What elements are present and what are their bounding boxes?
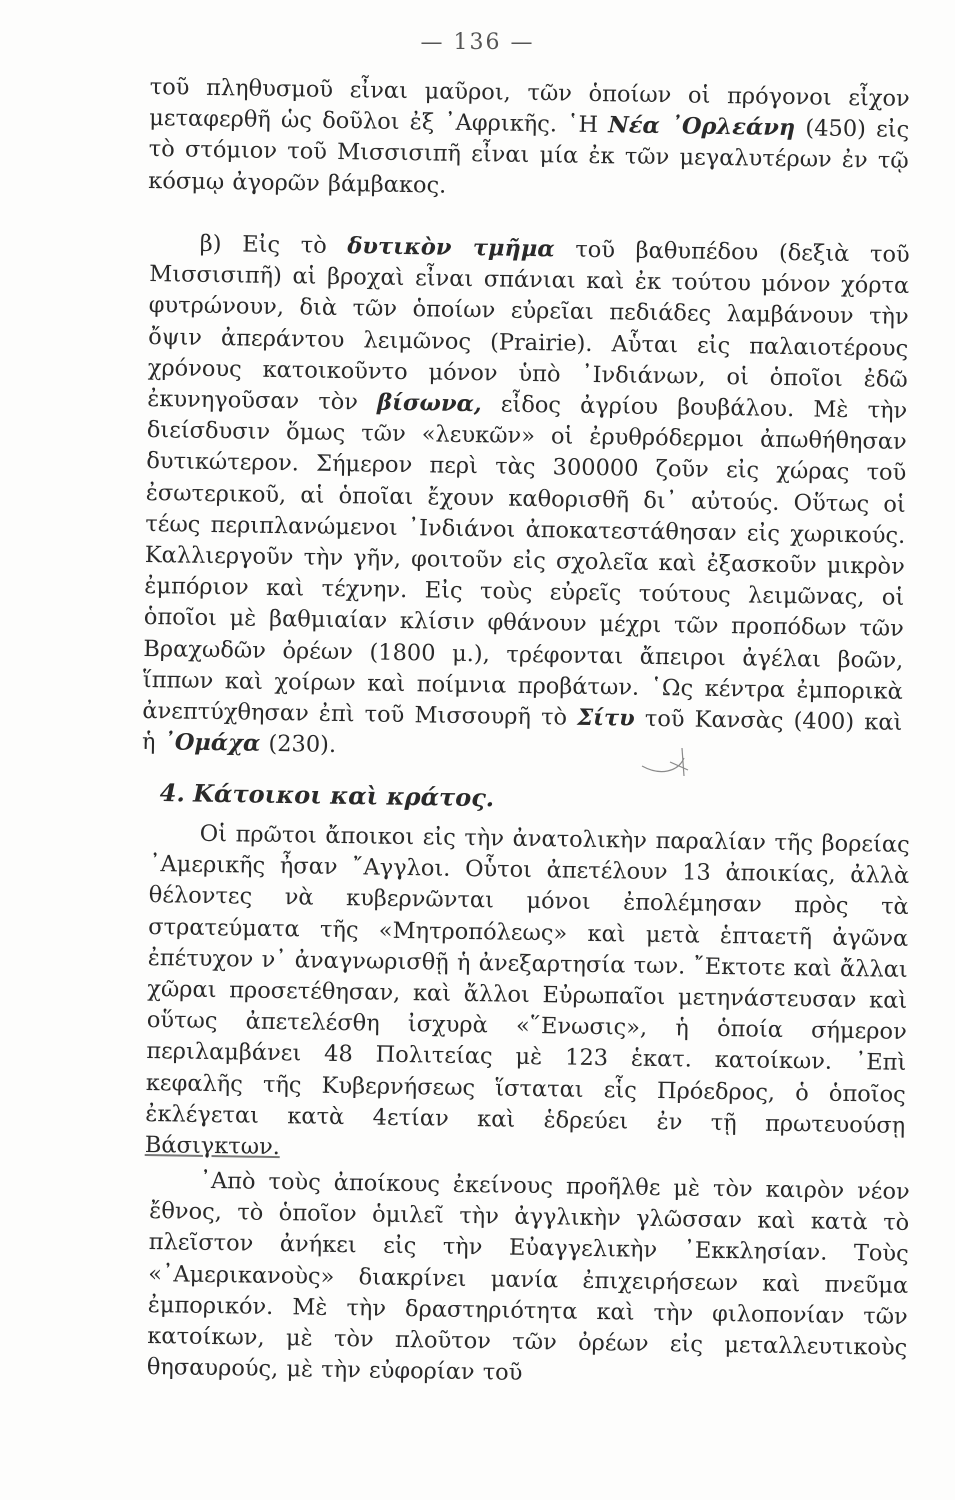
underlined-washington: Βάσιγκτων.	[144, 1131, 281, 1161]
paragraph-first-settlers	[145, 818, 910, 1173]
paragraph-black-population	[148, 72, 910, 209]
paragraph-text: εἶδος ἀγρίου βουβάλου. Μὲ τὴν διείσδυσιν ὅμως τῶν «λευκῶν» οἱ ἐρυθρόδερμοι ἀπωθήθησαν δυτικώτερον. Σήμερον περὶ τὰς 300000 ζοῦν εἰς χώρας τοῦ ἐσωτερικοῦ, αἱ ὁποῖαι ἔχουν καθορισθῆ δι᾿ αὐτούς. Οὕτως οἱ τέως περιπλανώμενοι ᾿Ινδιάνοι ἀποκατεστάθησαν εἰς χωρικούς. Καλλιεργοῦν τὴν γῆν, φοιτοῦν εἰς σχολεῖα καὶ ἐξασκοῦν μικρὸν ἐμπόριον καὶ τέχνην. Εἰς τοὺς εὐρεῖς τούτους λειμῶνας, οἱ ὁποῖοι μὲ βαθμιαίαν κλίσιν φθάνουν μέχρι τῶν προπόδων τῶν Βραχωδῶν ὀρέων (1800 μ.), τρέφονται ἄπειροι ἀγέλαι βοῶν, ἵππων καὶ χοίρων καὶ ποίμνια προβάτων. ῾Ως κέντρα ἐμπορικὰ ἀνεπτύχθησαν ἐπὶ τοῦ Μισσουρῆ τὸ	[142, 391, 908, 731]
paragraph-text: (450) εἰς τὸ στόμιον τοῦ Μισσισιπῆ εἶναι μία ἐκ τῶν μεγαλυτέρων ἐν τῷ κόσμῳ ἀγορῶν βάμβακος.	[148, 115, 910, 199]
section-heading: 4. Κάτοικοι καὶ κράτος.	[159, 778, 495, 813]
paragraph-western-part	[142, 228, 910, 770]
paragraph-text: (230).	[260, 731, 337, 759]
page-number: — 136 —	[420, 30, 535, 55]
paragraph-text: τοῦ Κανσὰς (400) καὶ ἡ	[141, 705, 903, 756]
paragraph-new-nation	[147, 1165, 910, 1395]
paragraph-text: τοῦ βαθυπέδου (δεξιὰ τοῦ Μισσισιπῆ) αἱ βροχαὶ εἶναι σπάνιαι καὶ ἐκ τούτου μόνον χόρτα φυτρώνουν, διὰ τῶν ὁποίων εὐρεῖαι πεδιάδες λαμβάνουν τὴν ὄψιν ἀπεράντου λειμῶνος (Prairie). Αὗται εἰς παλαιοτέρους χρόνους κατοικοῦντο μόνον ὑπὸ ᾿Ινδιάνων, οἱ ὁποῖοι ἐδῶ ἐκυνηγοῦσαν τὸν	[147, 236, 910, 416]
paragraph-text: τοῦ πληθυσμοῦ εἶναι μαῦροι, τῶν ὁποίων οἱ πρόγονοι εἶχον μεταφερθῆ ὡς δοῦλοι ἐξ ᾿Αφρικῆς. ῾Η	[149, 73, 910, 139]
emphasis-city: Σίτυ	[576, 704, 635, 732]
paragraph-text: β) Εἰς τὸ	[199, 230, 348, 260]
emphasis-omaha: ᾿Ομάχα	[163, 729, 261, 758]
paragraph-text: ᾿Απὸ τοὺς ἀποίκους ἐκείνους προῆλθε μὲ τὸν καιρὸν νέον ἔθνος, τὸ ὁποῖον ὁμιλεῖ τὴν ἀγγλικὴν γλῶσσαν καὶ κατὰ τὸ πλεῖστον ἀνήκει εἰς τὴν Εὐαγγελικὴν ᾿Εκκλησίαν. Τοὺς «᾿Αμερικανοὺς» διακρίνει μανία ἐπιχειρήσεων καὶ πνεῦμα ἐμπορικόν. Μὲ τὴν δραστηριότητα καὶ τὴν φιλοπονίαν τῶν κατοίκων, μὲ τὸν πλοῦτον τῶν ὀρέων εἰς μεταλλευτικοὺς θησαυρούς, μὲ τὴν εὐφορίαν τοῦ	[146, 1167, 910, 1387]
emphasis-western-part: δυτικὸν τμῆμα	[347, 233, 555, 263]
pencil-mark-icon	[640, 718, 700, 778]
emphasis-bison: βίσωνα,	[376, 389, 482, 418]
paragraph-text: Οἱ πρῶτοι ἄποικοι εἰς τὴν ἀνατολικὴν παραλίαν τῆς βορείας ᾿Αμερικῆς ἦσαν ῎Αγγλοι. Οὗτοι ἀπετέλουν 13 ἀποικίας, ἀλλὰ θέλοντες νὰ κυβερνῶνται μόνοι ἐπολέμησαν πρὸς τὰ στρατεύματα τῆς «Μητροπόλεως» καὶ μετὰ ἑπταετῆ ἀγῶνα ἐπέτυχον ν᾿ ἀναγνωρισθῇ ἡ ἀνεξαρτησία των. ῎Εκτοτε καὶ ἄλλαι χῶραι προσετέθησαν, καὶ ἄλλοι Εὐρωπαῖοι μετηνάστευσαν καὶ οὕτως ἀπετελέσθη ἰσχυρὰ «῞Ενωσις», ἡ ὁποία σήμερον περιλαμβάνει 48 Πολιτείας μὲ 123 ἑκατ. κατοίκων. ᾿Επὶ κεφαλῆς τῆς Κυβερνήσεως ἵσταται εἷς Πρόεδρος, ὁ ὁποῖος ἐκλέγεται κατὰ 4ετίαν καὶ ἑδρεύει ἐν τῇ πρωτευούσῃ	[145, 820, 910, 1139]
emphasis-new-orleans: Νέα ᾿Ορλεάνη	[608, 112, 796, 142]
